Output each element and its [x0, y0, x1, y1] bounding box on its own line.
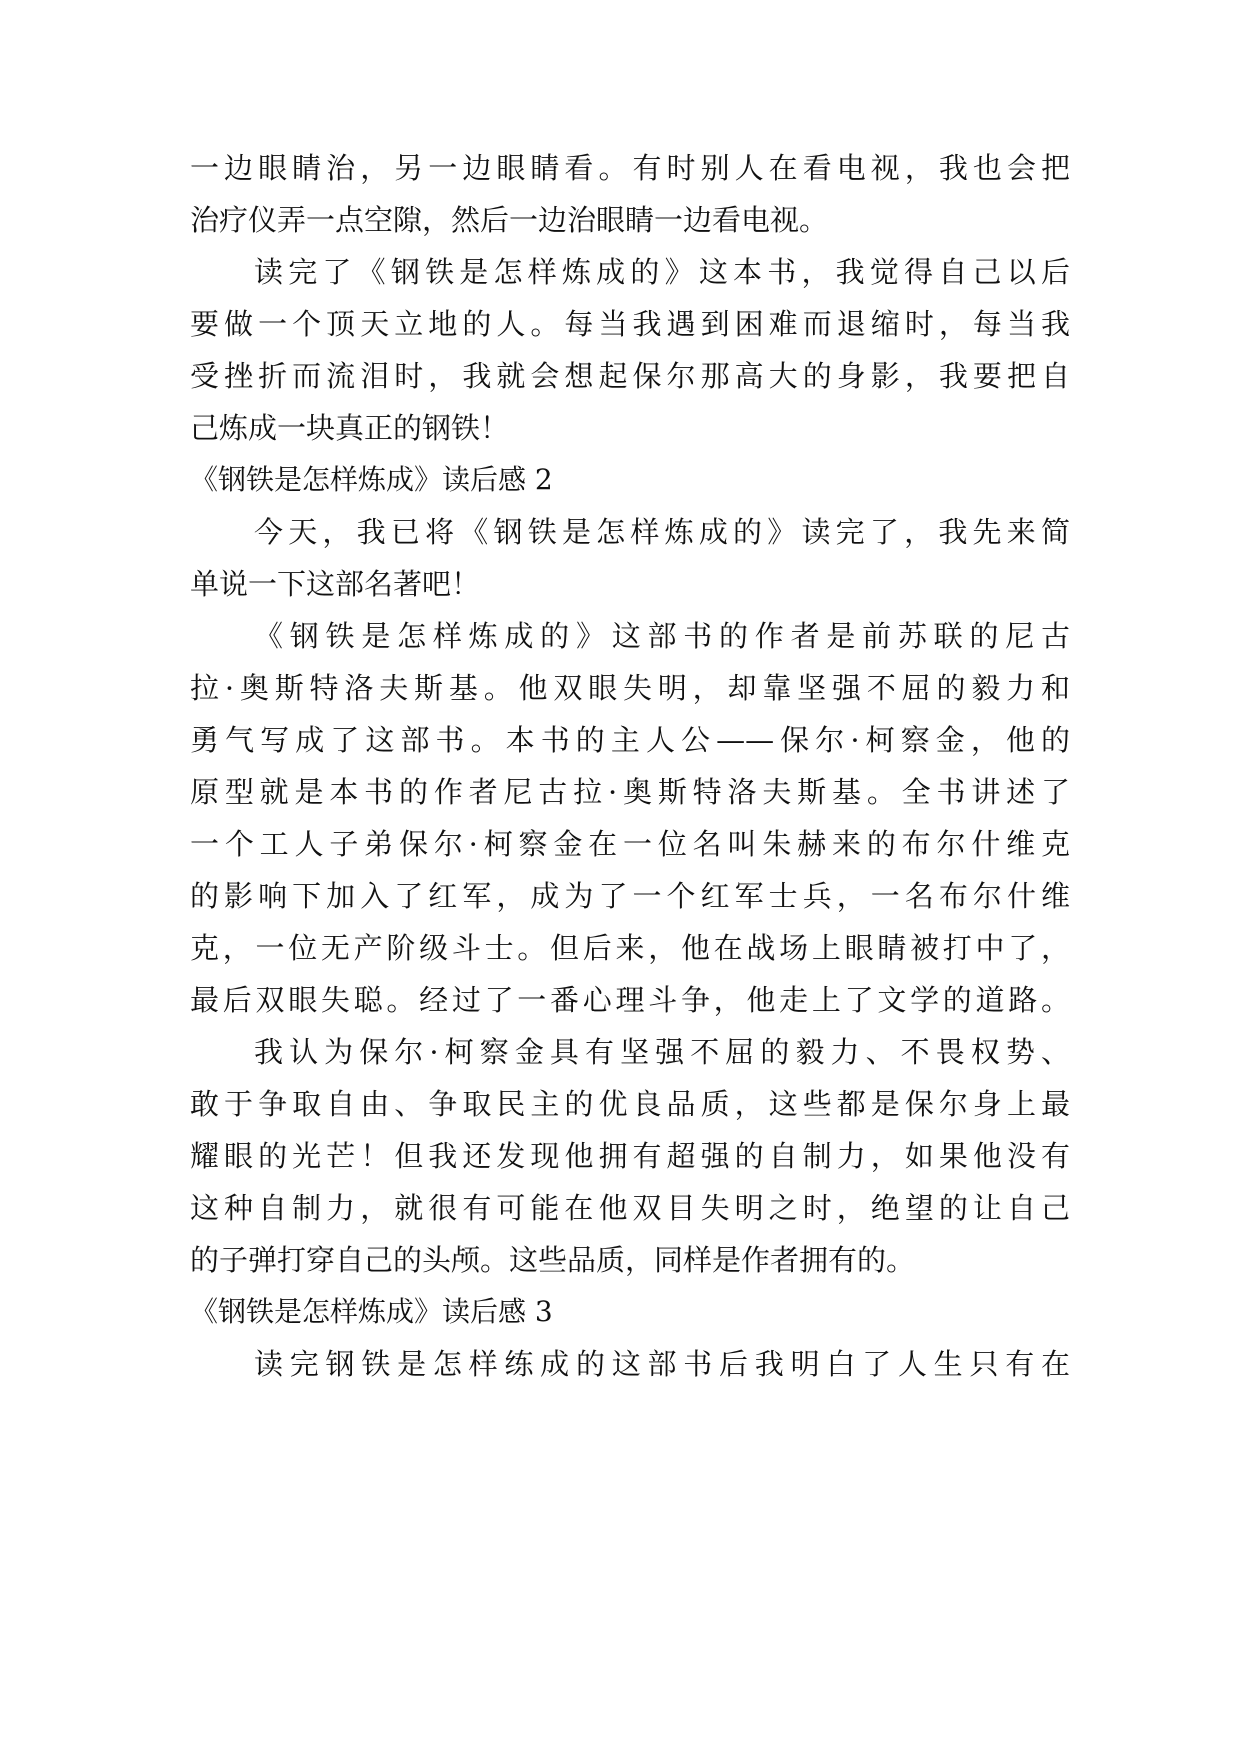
body-text-line: 拉·奥斯特洛夫斯基。他双眼失明，却靠坚强不屈的毅力和 [190, 671, 1070, 705]
body-text-line: 这种自制力，就很有可能在他双目失明之时，绝望的让自己 [190, 1191, 1070, 1225]
body-text-line: 我认为保尔·柯察金具有坚强不屈的毅力、不畏权势、 [254, 1035, 1070, 1069]
body-text-line: 勇气写成了这部书。本书的主人公——保尔·柯察金，他的 [190, 723, 1070, 757]
body-text-line: 受挫折而流泪时，我就会想起保尔那高大的身影，我要把自 [190, 359, 1070, 393]
body-text-line: 己炼成一块真正的钢铁！ [190, 411, 510, 445]
body-text-line: 读完钢铁是怎样练成的这部书后我明白了人生只有在 [254, 1347, 1070, 1381]
body-text-line: 读完了《钢铁是怎样炼成的》这本书，我觉得自己以后 [254, 255, 1070, 289]
section-heading: 《钢铁是怎样炼成》读后感 2 [190, 463, 553, 496]
body-text-line: 一边眼睛治，另一边眼睛看。有时别人在看电视，我也会把 [190, 151, 1070, 185]
body-text-line: 克，一位无产阶级斗士。但后来，他在战场上眼睛被打中了， [190, 931, 1070, 965]
body-text-line: 的影响下加入了红军，成为了一个红军士兵，一名布尔什维 [190, 879, 1070, 913]
body-text-line: 今天，我已将《钢铁是怎样炼成的》读完了，我先来简 [254, 515, 1070, 549]
body-text-line: 治疗仪弄一点空隙，然后一边治眼睛一边看电视。 [190, 203, 829, 237]
body-text-line: 的子弹打穿自己的头颅。这些品质，同样是作者拥有的。 [190, 1243, 916, 1277]
body-text-line: 最后双眼失聪。经过了一番心理斗争，他走上了文学的道路。 [190, 983, 1070, 1017]
body-text-line: 单说一下这部名著吧！ [190, 567, 481, 601]
body-text-line: 《钢铁是怎样炼成的》这部书的作者是前苏联的尼古 [254, 619, 1070, 653]
body-text-line: 敢于争取自由、争取民主的优良品质，这些都是保尔身上最 [190, 1087, 1070, 1121]
body-text-line: 耀眼的光芒！但我还发现他拥有超强的自制力，如果他没有 [190, 1139, 1070, 1173]
body-text-line: 要做一个顶天立地的人。每当我遇到困难而退缩时，每当我 [190, 307, 1070, 341]
body-text-line: 一个工人子弟保尔·柯察金在一位名叫朱赫来的布尔什维克 [190, 827, 1070, 861]
body-text-line: 原型就是本书的作者尼古拉·奥斯特洛夫斯基。全书讲述了 [190, 775, 1070, 809]
section-heading: 《钢铁是怎样炼成》读后感 3 [190, 1295, 553, 1328]
